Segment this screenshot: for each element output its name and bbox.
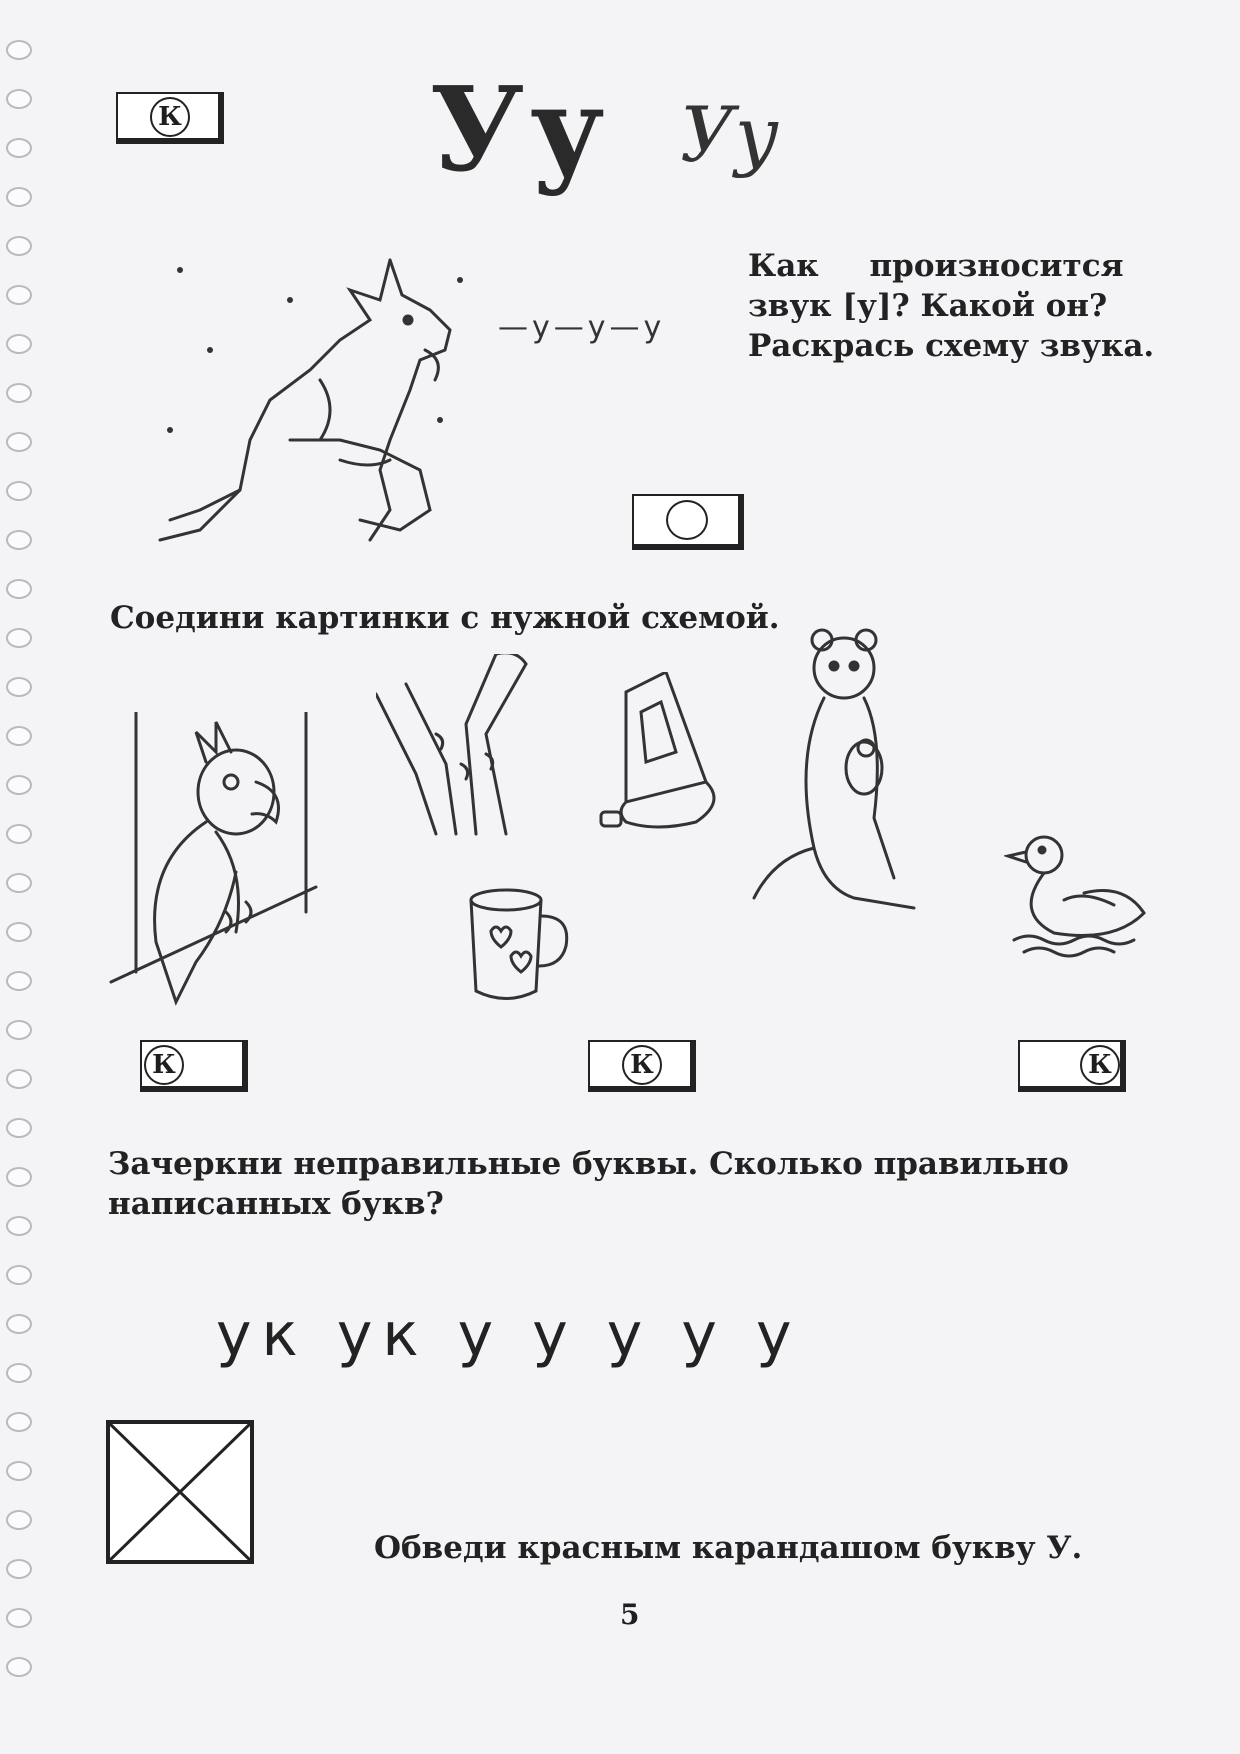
scheme-circle: К bbox=[150, 97, 190, 137]
task3-line-2: написанных букв? bbox=[108, 1186, 444, 1222]
binding-hole bbox=[6, 40, 32, 60]
letters-to-check[interactable]: ук ук у у у у у bbox=[216, 1300, 802, 1370]
binding-hole bbox=[6, 1559, 32, 1579]
binding-hole bbox=[6, 824, 32, 844]
howling-wolf-illustration bbox=[140, 240, 480, 560]
task1-line-1: Как произносится bbox=[748, 248, 1124, 284]
sound-scheme-circle[interactable] bbox=[666, 500, 708, 540]
print-letters: Уу bbox=[430, 62, 611, 198]
task3-instructions bbox=[108, 1144, 1188, 1224]
task1-line-2: звук [у]? Какой он? bbox=[748, 288, 1108, 324]
binding-hole bbox=[6, 334, 32, 354]
binding-hole bbox=[6, 628, 32, 648]
iron-illustration bbox=[596, 672, 756, 842]
binding-hole bbox=[6, 1118, 32, 1138]
binding-hole bbox=[6, 1314, 32, 1334]
task4-instructions: Обведи красным карандашом букву У. bbox=[374, 1530, 1083, 1566]
script-letters: Уу bbox=[680, 90, 780, 179]
match-scheme-box-2[interactable] bbox=[588, 1040, 696, 1092]
binding-hole bbox=[6, 89, 32, 109]
binding-hole bbox=[6, 481, 32, 501]
binding-hole bbox=[6, 432, 32, 452]
binding-hole bbox=[6, 285, 32, 305]
binding-hole bbox=[6, 775, 32, 795]
mug-illustration bbox=[466, 886, 576, 1006]
kangaroo-illustration bbox=[744, 628, 934, 928]
task1-instructions bbox=[748, 246, 1168, 366]
binding-hole bbox=[6, 1265, 32, 1285]
sound-scheme-box[interactable] bbox=[632, 494, 744, 550]
task3-line-1: Зачеркни неправильные буквы. Сколько правильно bbox=[108, 1146, 1069, 1182]
match-scheme-box-1[interactable] bbox=[140, 1040, 248, 1092]
task1-line-3: Раскрась схему звука. bbox=[748, 328, 1155, 364]
duck-illustration bbox=[1004, 830, 1154, 960]
binding-hole bbox=[6, 383, 32, 403]
binding-hole bbox=[6, 971, 32, 991]
binding-hole bbox=[6, 1657, 32, 1677]
scheme-circle: К bbox=[622, 1045, 662, 1085]
binding-hole bbox=[6, 1461, 32, 1481]
page-number: 5 bbox=[620, 1598, 640, 1631]
parrot-illustration bbox=[106, 712, 326, 1012]
binding-hole bbox=[6, 579, 32, 599]
header-scheme-box bbox=[116, 92, 224, 144]
binding-hole bbox=[6, 530, 32, 550]
binding-hole bbox=[6, 1167, 32, 1187]
answer-box[interactable] bbox=[106, 1420, 254, 1564]
binding-hole bbox=[6, 1412, 32, 1432]
scheme-circle: К bbox=[144, 1045, 184, 1085]
sound-line: —у—у—у bbox=[498, 310, 666, 345]
binding-hole bbox=[6, 187, 32, 207]
scheme-circle: К bbox=[1080, 1045, 1120, 1085]
binding-hole bbox=[6, 1069, 32, 1089]
binding-hole bbox=[6, 236, 32, 256]
binding-hole bbox=[6, 138, 32, 158]
binding-hole bbox=[6, 677, 32, 697]
binding-hole bbox=[6, 1510, 32, 1530]
match-scheme-box-3[interactable] bbox=[1018, 1040, 1126, 1092]
binding-hole bbox=[6, 1216, 32, 1236]
binding-hole bbox=[6, 1363, 32, 1383]
binding-hole bbox=[6, 1608, 32, 1628]
binding-holes bbox=[6, 40, 36, 1740]
task2-instructions: Соедини картинки с нужной схемой. bbox=[110, 600, 780, 636]
binding-hole bbox=[6, 922, 32, 942]
binding-hole bbox=[6, 873, 32, 893]
binding-hole bbox=[6, 1020, 32, 1040]
binding-hole bbox=[6, 726, 32, 746]
tree-branch-illustration bbox=[376, 654, 566, 844]
